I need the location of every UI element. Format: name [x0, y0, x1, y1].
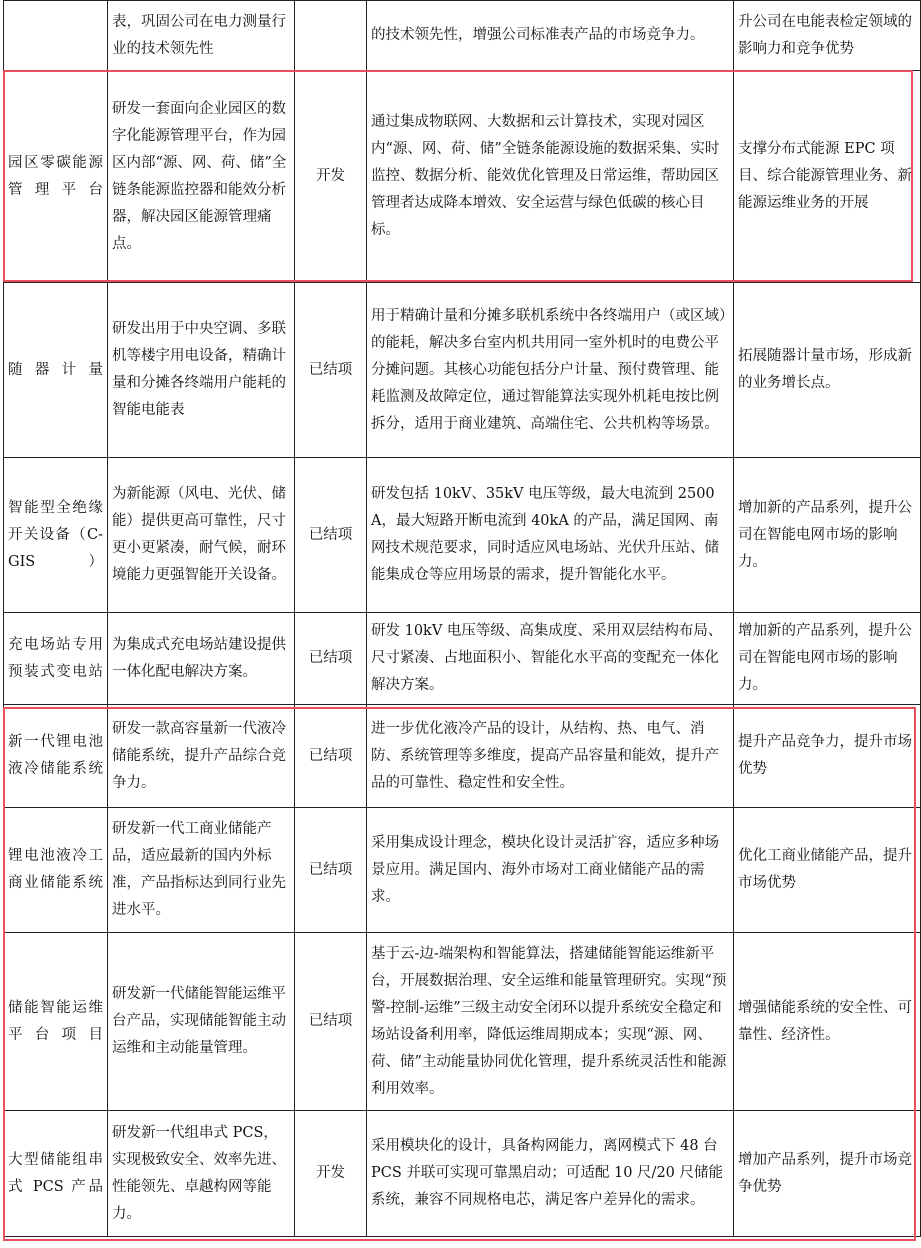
project-tech-cell: 基于云-边-端架构和智能算法，搭建储能智能运维新平台，开展数据治理、安全运维和能量管理研究。实现“预警-控制-运维”三级主动安全闭环以提升系统安全稳定和场站设备利用率，降低运维周期成本；实现“源、网、荷、储”主动能量协同优化管理，提升系统灵活性和能源利用效率。: [367, 933, 734, 1111]
project-status-cell: 已结项: [295, 933, 367, 1111]
project-name-cell: 大型储能组串式 PCS 产品: [4, 1111, 108, 1237]
project-goal-cell: 表，巩固公司在电力测量行业的技术领先性: [108, 1, 295, 71]
project-status-cell: 已结项: [295, 283, 367, 458]
project-goal-cell: 研发新一代组串式 PCS，实现极致安全、效率先进、性能领先、卓越构网等能力。: [108, 1111, 295, 1237]
project-name-cell: 储能智能运维平台项目: [4, 933, 108, 1111]
project-goal-cell: 研发一套面向企业园区的数字化能源管理平台，作为园区内部“源、网、荷、储”全链条能源监控器和能效分析器，解决园区能源管理痛点。: [108, 71, 295, 283]
table-row: [4, 71, 921, 283]
project-goal-cell: 研发出用于中央空调、多联机等楼宇用电设备，精确计量和分摊各终端用户能耗的智能电能表: [108, 283, 295, 458]
project-impact-cell: 增加新的产品系列，提升公司在智能电网市场的影响力。: [734, 458, 921, 613]
project-status-cell: 已结项: [295, 458, 367, 613]
project-tech-cell: 采用集成设计理念，模块化设计灵活扩容，适应多种场景应用。满足国内、海外市场对工商业储能产品的需求。: [367, 808, 734, 933]
project-name-cell: 随器计量: [4, 283, 108, 458]
project-goal-cell: 研发新一代储能智能运维平台产品，实现储能智能主动运维和主动能量管理。: [108, 933, 295, 1111]
project-status-cell: 已结项: [295, 808, 367, 933]
project-tech-cell: 采用模块化的设计，具备构网能力，离网模式下 48 台 PCS 并联可实现可靠黑启动；可适配 10 尺/20 尺储能系统，兼容不同规格电芯，满足客户差异化的需求。: [367, 1111, 734, 1237]
project-tech-cell: 用于精确计量和分摊多联机系统中各终端用户（或区域）的能耗，解决多台室内机共用同一室外机时的电费公平分摊问题。其核心功能包括分户计量、预付费管理、能耗监测及故障定位，通过智能算法实现外机耗电按比例拆分，适用于商业建筑、高端住宅、公共机构等场景。: [367, 283, 734, 458]
project-impact-cell: 提升产品竞争力，提升市场优势: [734, 705, 921, 808]
project-impact-cell: 增加产品系列，提升市场竞争优势: [734, 1111, 921, 1237]
project-name-cell: 智能型全绝缘开关设备（C-GIS）: [4, 458, 108, 613]
project-name-cell: 充电场站专用预装式变电站: [4, 613, 108, 705]
project-status-cell: 已结项: [295, 705, 367, 808]
project-status-cell: [295, 1, 367, 71]
project-goal-cell: 为新能源（风电、光伏、储能）提供更高可靠性，尺寸更小更紧凑，耐气候，耐环境能力更强智能开关设备。: [108, 458, 295, 613]
project-goal-cell: 研发新一代工商业储能产品，适应最新的国内外标准，产品指标达到同行业先进水平。: [108, 808, 295, 933]
table-row: [4, 933, 921, 1111]
project-impact-cell: 拓展随器计量市场，形成新的业务增长点。: [734, 283, 921, 458]
project-status-cell: 开发: [295, 1111, 367, 1237]
project-tech-cell: 通过集成物联网、大数据和云计算技术，实现对园区内“源、网、荷、储”全链条能源设施的数据采集、实时监控、数据分析、能效优化管理及日常运维，帮助园区管理者达成降本增效、安全运营与绿色低碳的核心目标。: [367, 71, 734, 283]
project-tech-cell: 进一步优化液冷产品的设计，从结构、热、电气、消防、系统管理等多维度，提高产品容量和能效，提升产品的可靠性、稳定性和安全性。: [367, 705, 734, 808]
project-table: [3, 0, 921, 1237]
project-name-cell: 新一代锂电池液冷储能系统: [4, 705, 108, 808]
project-impact-cell: 增强储能系统的安全性、可靠性、经济性。: [734, 933, 921, 1111]
table-row: [4, 1111, 921, 1237]
project-tech-cell: 研发包括 10kV、35kV 电压等级，最大电流到 2500A，最大短路开断电流到 40kA 的产品，满足国网、南网技术规范要求，同时适应风电场站、光伏升压站、储能集成仓等应用场景的需求，提升智能化水平。: [367, 458, 734, 613]
project-name-cell: 园区零碳能源管理平台: [4, 71, 108, 283]
project-impact-cell: 支撑分布式能源 EPC 项目、综合能源管理业务、新能源运维业务的开展: [734, 71, 921, 283]
project-status-cell: 已结项: [295, 613, 367, 705]
project-goal-cell: 研发一款高容量新一代液冷储能系统，提升产品综合竞争力。: [108, 705, 295, 808]
project-name-cell: [4, 1, 108, 71]
table-row: [4, 283, 921, 458]
project-name-cell: 锂电池液冷工商业储能系统: [4, 808, 108, 933]
table-row: [4, 1, 921, 71]
project-tech-cell: 研发 10kV 电压等级、高集成度、采用双层结构布局、尺寸紧凑、占地面积小、智能化水平高的变配充一体化解决方案。: [367, 613, 734, 705]
project-tech-cell: 的技术领先性，增强公司标准表产品的市场竞争力。: [367, 1, 734, 71]
table-row: [4, 613, 921, 705]
table-row: [4, 705, 921, 808]
project-impact-cell: 升公司在电能表检定领域的影响力和竞争优势: [734, 1, 921, 71]
project-goal-cell: 为集成式充电场站建设提供一体化配电解决方案。: [108, 613, 295, 705]
table-row: [4, 458, 921, 613]
project-impact-cell: 增加新的产品系列，提升公司在智能电网市场的影响力。: [734, 613, 921, 705]
table-row: [4, 808, 921, 933]
project-status-cell: 开发: [295, 71, 367, 283]
project-impact-cell: 优化工商业储能产品，提升市场优势: [734, 808, 921, 933]
